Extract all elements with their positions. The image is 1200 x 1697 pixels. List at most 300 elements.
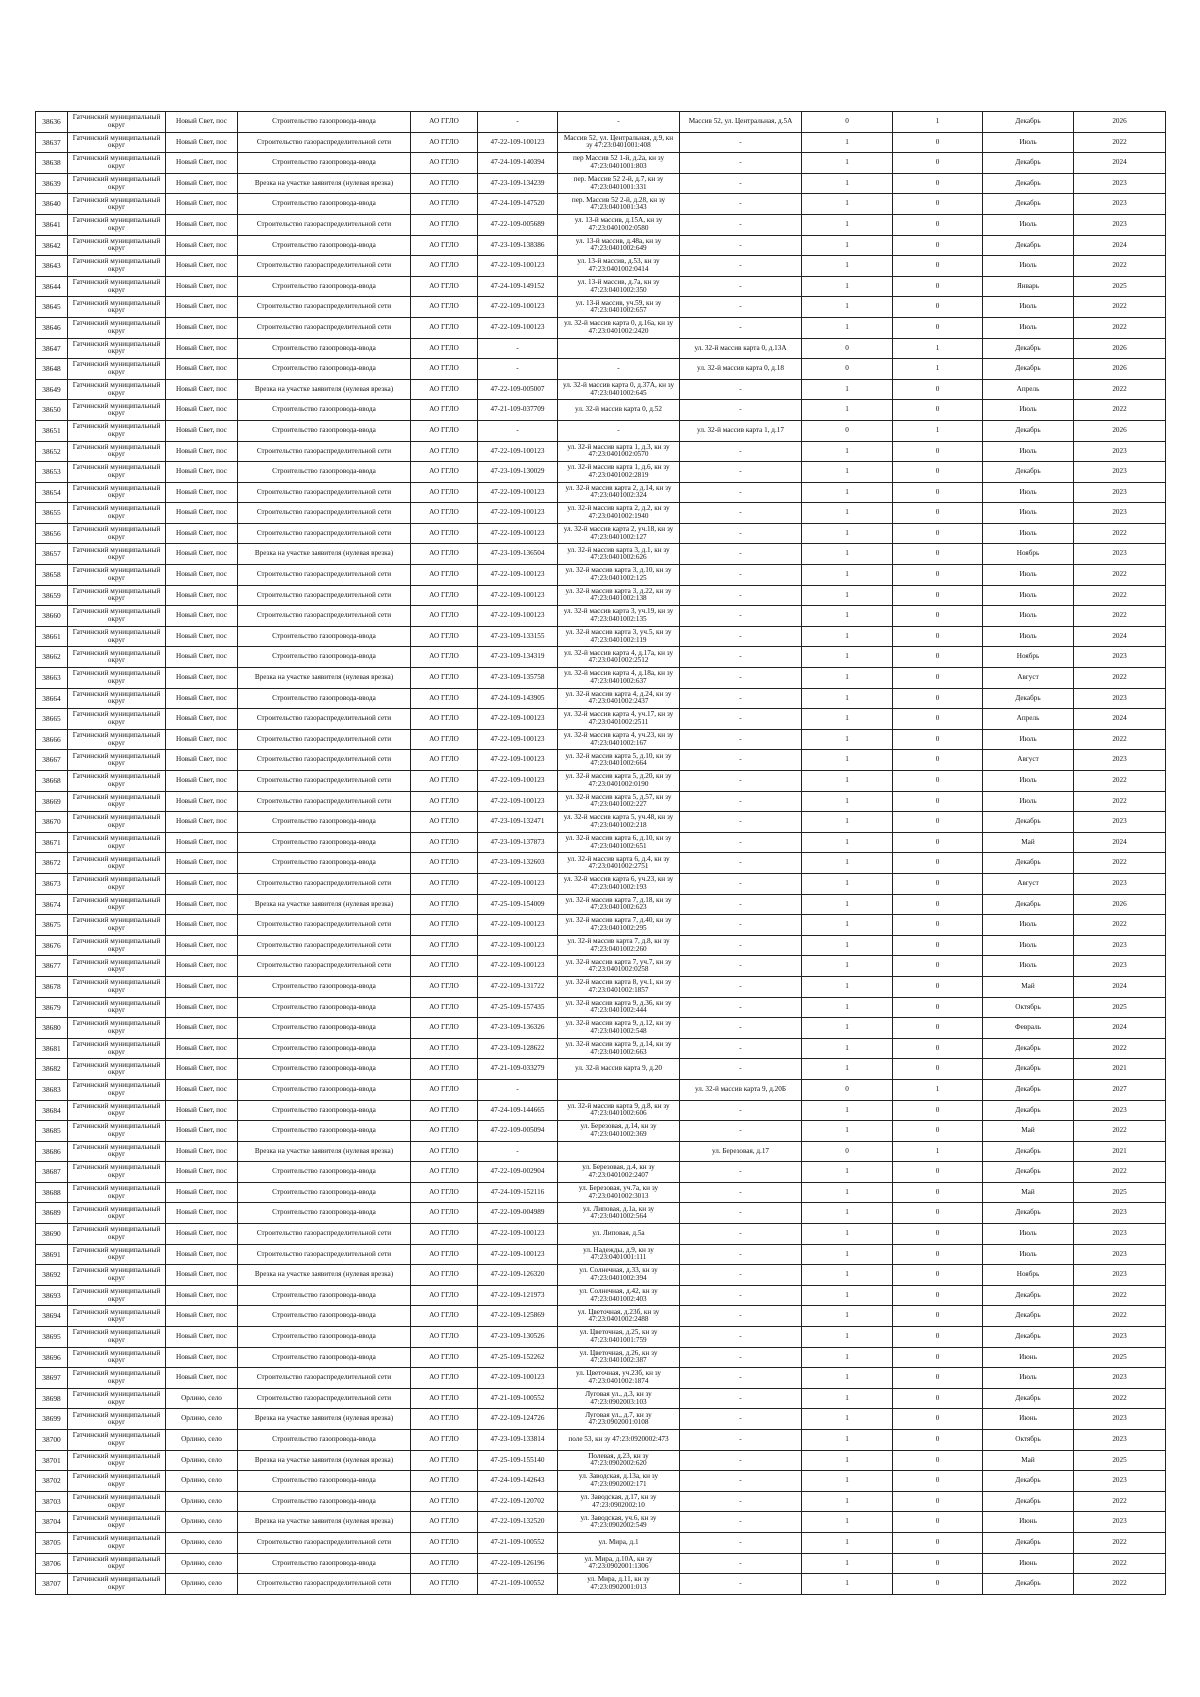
count-a-cell: 1 — [802, 1059, 893, 1080]
district-cell: Гатчинский муниципальный округ — [68, 317, 166, 338]
work-type-cell: Строительство газопровода-ввода — [238, 235, 411, 256]
organization-cell: АО ГГЛО — [411, 1471, 478, 1492]
row-number: 38639 — [36, 173, 68, 194]
table-row — [36, 791, 1166, 812]
district-cell: Гатчинский муниципальный округ — [68, 606, 166, 627]
organization-cell: АО ГГЛО — [411, 935, 478, 956]
settlement-cell: Новый Свет, пос — [166, 235, 238, 256]
district-cell: Гатчинский муниципальный округ — [68, 1203, 166, 1224]
address-cadastral-cell: ул. 32-й массив карта 1, д.6, кн зу 47:23:0401002:2819 — [558, 462, 680, 483]
count-a-cell: 1 — [802, 1121, 893, 1142]
year-cell: 2022 — [1074, 791, 1166, 812]
work-type-cell: Строительство газопровода-ввода — [238, 1306, 411, 1327]
work-type-cell: Строительство газораспределительной сети — [238, 1532, 411, 1553]
district-cell: Гатчинский муниципальный округ — [68, 1553, 166, 1574]
district-cell: Гатчинский муниципальный округ — [68, 688, 166, 709]
month-cell: Декабрь — [983, 1203, 1074, 1224]
count-a-cell: 1 — [802, 1532, 893, 1553]
year-cell: 2023 — [1074, 1409, 1166, 1430]
district-cell: Гатчинский муниципальный округ — [68, 1100, 166, 1121]
organization-cell: АО ГГЛО — [411, 173, 478, 194]
request-number-cell: 47-22-109-100123 — [478, 482, 558, 503]
work-type-cell: Врезка на участке заявителя (нулевая врезка) — [238, 1265, 411, 1286]
district-cell: Гатчинский муниципальный округ — [68, 565, 166, 586]
address-cadastral-cell: ул. Березовая, д.4, кн зу 47:23:0401002:2407 — [558, 1162, 680, 1183]
count-a-cell: 1 — [802, 935, 893, 956]
count-a-cell: 1 — [802, 771, 893, 792]
month-cell: Октябрь — [983, 1430, 1074, 1451]
address-cell: - — [680, 976, 802, 997]
address-cell: - — [680, 256, 802, 277]
work-type-cell: Врезка на участке заявителя (нулевая врезка) — [238, 1512, 411, 1533]
table-row — [36, 1285, 1166, 1306]
address-cell: - — [680, 1059, 802, 1080]
month-cell: Август — [983, 873, 1074, 894]
count-a-cell: 1 — [802, 791, 893, 812]
address-cell: - — [680, 482, 802, 503]
count-b-cell: 0 — [893, 976, 983, 997]
count-b-cell: 0 — [893, 688, 983, 709]
organization-cell: АО ГГЛО — [411, 1553, 478, 1574]
settlement-cell: Новый Свет, пос — [166, 1162, 238, 1183]
month-cell: Ноябрь — [983, 647, 1074, 668]
table-row — [36, 976, 1166, 997]
count-a-cell: 1 — [802, 1553, 893, 1574]
organization-cell: АО ГГЛО — [411, 544, 478, 565]
organization-cell: АО ГГЛО — [411, 1038, 478, 1059]
address-cell: - — [680, 956, 802, 977]
address-cadastral-cell — [558, 338, 680, 359]
count-a-cell: 1 — [802, 194, 893, 215]
address-cadastral-cell: ул. Мира, д.1 — [558, 1532, 680, 1553]
organization-cell: АО ГГЛО — [411, 153, 478, 174]
table-row — [36, 729, 1166, 750]
month-cell: Июль — [983, 791, 1074, 812]
district-cell: Гатчинский муниципальный округ — [68, 112, 166, 133]
district-cell: Гатчинский муниципальный округ — [68, 894, 166, 915]
organization-cell: АО ГГЛО — [411, 1430, 478, 1451]
address-cell: - — [680, 503, 802, 524]
address-cadastral-cell: ул. Липовая, д.1а, кн зу 47:23:0401002:564 — [558, 1203, 680, 1224]
count-b-cell: 0 — [893, 956, 983, 977]
year-cell: 2022 — [1074, 585, 1166, 606]
organization-cell: АО ГГЛО — [411, 194, 478, 215]
year-cell: 2023 — [1074, 812, 1166, 833]
gasification-table — [35, 111, 1166, 1595]
month-cell: Август — [983, 750, 1074, 771]
settlement-cell: Новый Свет, пос — [166, 112, 238, 133]
settlement-cell: Новый Свет, пос — [166, 606, 238, 627]
settlement-cell: Новый Свет, пос — [166, 1244, 238, 1265]
work-type-cell: Строительство газораспределительной сети — [238, 214, 411, 235]
count-b-cell: 0 — [893, 1409, 983, 1430]
request-number-cell: 47-22-109-005689 — [478, 214, 558, 235]
row-number: 38702 — [36, 1471, 68, 1492]
organization-cell: АО ГГЛО — [411, 668, 478, 689]
district-cell: Гатчинский муниципальный округ — [68, 1059, 166, 1080]
count-b-cell: 0 — [893, 1388, 983, 1409]
address-cell: - — [680, 1347, 802, 1368]
address-cell: - — [680, 441, 802, 462]
work-type-cell: Строительство газораспределительной сети — [238, 503, 411, 524]
month-cell: Июнь — [983, 1409, 1074, 1430]
address-cadastral-cell: пер Массив 52 1-й, д.2а, кн зу 47:23:0401001:803 — [558, 153, 680, 174]
organization-cell: АО ГГЛО — [411, 297, 478, 318]
table-row — [36, 400, 1166, 421]
work-type-cell: Врезка на участке заявителя (нулевая врезка) — [238, 173, 411, 194]
table-row — [36, 750, 1166, 771]
count-a-cell: 1 — [802, 1162, 893, 1183]
request-number-cell: 47-23-109-138386 — [478, 235, 558, 256]
month-cell: Май — [983, 1450, 1074, 1471]
table-row — [36, 173, 1166, 194]
settlement-cell: Новый Свет, пос — [166, 420, 238, 441]
request-number-cell: 47-24-109-147520 — [478, 194, 558, 215]
address-cell: - — [680, 791, 802, 812]
request-number-cell: 47-22-109-005007 — [478, 379, 558, 400]
request-number-cell: 47-22-109-100123 — [478, 771, 558, 792]
work-type-cell: Строительство газопровода-ввода — [238, 1430, 411, 1451]
organization-cell: АО ГГЛО — [411, 585, 478, 606]
district-cell: Гатчинский муниципальный округ — [68, 935, 166, 956]
month-cell: Декабрь — [983, 359, 1074, 380]
table-row — [36, 1079, 1166, 1100]
row-number: 38653 — [36, 462, 68, 483]
month-cell: Декабрь — [983, 688, 1074, 709]
row-number: 38641 — [36, 214, 68, 235]
count-b-cell: 1 — [893, 338, 983, 359]
count-b-cell: 0 — [893, 1306, 983, 1327]
address-cell: - — [680, 317, 802, 338]
month-cell: Май — [983, 1182, 1074, 1203]
row-number: 38660 — [36, 606, 68, 627]
address-cadastral-cell: ул. 32-й массив карта 9, д.8, кн зу 47:23:0401002:606 — [558, 1100, 680, 1121]
table-row — [36, 235, 1166, 256]
table-row — [36, 1121, 1166, 1142]
count-a-cell: 1 — [802, 1409, 893, 1430]
request-number-cell: 47-23-109-135758 — [478, 668, 558, 689]
row-number: 38695 — [36, 1327, 68, 1348]
district-cell: Гатчинский муниципальный округ — [68, 915, 166, 936]
organization-cell: АО ГГЛО — [411, 647, 478, 668]
district-cell: Гатчинский муниципальный округ — [68, 1471, 166, 1492]
row-number: 38683 — [36, 1079, 68, 1100]
count-a-cell: 1 — [802, 894, 893, 915]
work-type-cell: Строительство газораспределительной сети — [238, 1244, 411, 1265]
count-b-cell: 0 — [893, 132, 983, 153]
address-cell: - — [680, 935, 802, 956]
year-cell: 2022 — [1074, 1162, 1166, 1183]
count-a-cell: 1 — [802, 1450, 893, 1471]
count-b-cell: 0 — [893, 256, 983, 277]
table-row — [36, 1532, 1166, 1553]
month-cell: Июль — [983, 606, 1074, 627]
table-row — [36, 420, 1166, 441]
address-cell: - — [680, 915, 802, 936]
district-cell: Гатчинский муниципальный округ — [68, 1182, 166, 1203]
row-number: 38658 — [36, 565, 68, 586]
organization-cell: АО ГГЛО — [411, 132, 478, 153]
table-row — [36, 956, 1166, 977]
count-a-cell: 1 — [802, 585, 893, 606]
request-number-cell: 47-21-109-037709 — [478, 400, 558, 421]
organization-cell: АО ГГЛО — [411, 1574, 478, 1595]
table-row — [36, 1450, 1166, 1471]
year-cell: 2025 — [1074, 997, 1166, 1018]
count-a-cell: 1 — [802, 750, 893, 771]
organization-cell: АО ГГЛО — [411, 812, 478, 833]
organization-cell: АО ГГЛО — [411, 791, 478, 812]
work-type-cell: Строительство газопровода-ввода — [238, 1471, 411, 1492]
address-cell: - — [680, 462, 802, 483]
organization-cell: АО ГГЛО — [411, 709, 478, 730]
count-b-cell: 0 — [893, 894, 983, 915]
count-a-cell: 1 — [802, 873, 893, 894]
address-cell: - — [680, 523, 802, 544]
month-cell: Июнь — [983, 1347, 1074, 1368]
row-number: 38650 — [36, 400, 68, 421]
row-number: 38700 — [36, 1430, 68, 1451]
row-number: 38637 — [36, 132, 68, 153]
request-number-cell: 47-22-109-100123 — [478, 585, 558, 606]
settlement-cell: Новый Свет, пос — [166, 1285, 238, 1306]
table-row — [36, 1512, 1166, 1533]
year-cell: 2023 — [1074, 1368, 1166, 1389]
address-cell: - — [680, 688, 802, 709]
settlement-cell: Новый Свет, пос — [166, 1327, 238, 1348]
count-b-cell: 1 — [893, 112, 983, 133]
district-cell: Гатчинский муниципальный округ — [68, 523, 166, 544]
row-number: 38694 — [36, 1306, 68, 1327]
settlement-cell: Новый Свет, пос — [166, 1306, 238, 1327]
address-cell: - — [680, 1162, 802, 1183]
address-cell: - — [680, 1532, 802, 1553]
settlement-cell: Новый Свет, пос — [166, 853, 238, 874]
district-cell: Гатчинский муниципальный округ — [68, 1450, 166, 1471]
month-cell: Декабрь — [983, 1388, 1074, 1409]
row-number: 38667 — [36, 750, 68, 771]
count-a-cell: 0 — [802, 338, 893, 359]
district-cell: Гатчинский муниципальный округ — [68, 976, 166, 997]
address-cadastral-cell: ул. 32-й массив карта 9, д.36, кн зу 47:23:0401002:444 — [558, 997, 680, 1018]
address-cell: ул. 32-й массив карта 9, д.20Б — [680, 1079, 802, 1100]
work-type-cell: Строительство газопровода-ввода — [238, 626, 411, 647]
count-b-cell: 0 — [893, 626, 983, 647]
request-number-cell: - — [478, 1079, 558, 1100]
address-cadastral-cell — [558, 1141, 680, 1162]
address-cadastral-cell: ул. 32-й массив карта 9, д.20 — [558, 1059, 680, 1080]
organization-cell: АО ГГЛО — [411, 1265, 478, 1286]
request-number-cell: - — [478, 359, 558, 380]
row-number: 38638 — [36, 153, 68, 174]
table-row — [36, 1347, 1166, 1368]
settlement-cell: Новый Свет, пос — [166, 256, 238, 277]
address-cell: - — [680, 1553, 802, 1574]
address-cadastral-cell: ул. 32-й массив карта 2, д.2, кн зу 47:23:0401002:1940 — [558, 503, 680, 524]
district-cell: Гатчинский муниципальный округ — [68, 1327, 166, 1348]
year-cell: 2022 — [1074, 297, 1166, 318]
table-row — [36, 1162, 1166, 1183]
month-cell: Июль — [983, 482, 1074, 503]
settlement-cell: Новый Свет, пос — [166, 894, 238, 915]
row-number: 38684 — [36, 1100, 68, 1121]
count-a-cell: 1 — [802, 276, 893, 297]
work-type-cell: Строительство газопровода-ввода — [238, 400, 411, 421]
year-cell: 2022 — [1074, 1574, 1166, 1595]
organization-cell: АО ГГЛО — [411, 915, 478, 936]
address-cell: - — [680, 1388, 802, 1409]
month-cell: Декабрь — [983, 1038, 1074, 1059]
count-b-cell: 0 — [893, 750, 983, 771]
document-page — [35, 111, 1165, 1595]
address-cadastral-cell: ул. Березовая, д.14, кн зу 47:23:0401002:369 — [558, 1121, 680, 1142]
count-a-cell: 1 — [802, 1368, 893, 1389]
address-cell: - — [680, 1182, 802, 1203]
year-cell: 2023 — [1074, 1471, 1166, 1492]
table-row — [36, 1182, 1166, 1203]
count-a-cell: 1 — [802, 1430, 893, 1451]
address-cell: ул. Березовая, д.17 — [680, 1141, 802, 1162]
address-cell: - — [680, 194, 802, 215]
request-number-cell: 47-24-109-140394 — [478, 153, 558, 174]
work-type-cell: Строительство газораспределительной сети — [238, 1224, 411, 1245]
year-cell: 2023 — [1074, 647, 1166, 668]
month-cell: Декабрь — [983, 1491, 1074, 1512]
settlement-cell: Новый Свет, пос — [166, 194, 238, 215]
year-cell: 2026 — [1074, 112, 1166, 133]
district-cell: Гатчинский муниципальный округ — [68, 1038, 166, 1059]
count-b-cell: 0 — [893, 1018, 983, 1039]
organization-cell: АО ГГЛО — [411, 1327, 478, 1348]
request-number-cell: 47-22-109-002904 — [478, 1162, 558, 1183]
count-a-cell: 1 — [802, 1182, 893, 1203]
count-a-cell: 1 — [802, 235, 893, 256]
work-type-cell: Строительство газораспределительной сети — [238, 317, 411, 338]
organization-cell: АО ГГЛО — [411, 565, 478, 586]
table-row — [36, 544, 1166, 565]
organization-cell: АО ГГЛО — [411, 1409, 478, 1430]
organization-cell: АО ГГЛО — [411, 1532, 478, 1553]
settlement-cell: Орлино, село — [166, 1491, 238, 1512]
address-cadastral-cell: Луговая ул., д.7, кн зу 47:23:0902001:0108 — [558, 1409, 680, 1430]
address-cell: - — [680, 668, 802, 689]
request-number-cell: 47-22-109-100123 — [478, 297, 558, 318]
settlement-cell: Новый Свет, пос — [166, 976, 238, 997]
month-cell: Декабрь — [983, 812, 1074, 833]
row-number: 38697 — [36, 1368, 68, 1389]
count-b-cell: 0 — [893, 915, 983, 936]
month-cell: Октябрь — [983, 997, 1074, 1018]
count-b-cell: 0 — [893, 1203, 983, 1224]
address-cell: - — [680, 235, 802, 256]
settlement-cell: Новый Свет, пос — [166, 1368, 238, 1389]
count-a-cell: 1 — [802, 606, 893, 627]
organization-cell: АО ГГЛО — [411, 112, 478, 133]
year-cell: 2023 — [1074, 214, 1166, 235]
address-cell: - — [680, 1471, 802, 1492]
count-a-cell: 1 — [802, 729, 893, 750]
table-row — [36, 1265, 1166, 1286]
work-type-cell: Строительство газораспределительной сети — [238, 482, 411, 503]
address-cell: - — [680, 853, 802, 874]
settlement-cell: Новый Свет, пос — [166, 1203, 238, 1224]
count-b-cell: 0 — [893, 235, 983, 256]
district-cell: Гатчинский муниципальный округ — [68, 256, 166, 277]
district-cell: Гатчинский муниципальный округ — [68, 379, 166, 400]
organization-cell: АО ГГЛО — [411, 1182, 478, 1203]
count-b-cell: 0 — [893, 1347, 983, 1368]
address-cadastral-cell: ул. 32-й массив карта 9, д.14, кн зу 47:23:0401002:663 — [558, 1038, 680, 1059]
month-cell: Май — [983, 832, 1074, 853]
table-row — [36, 214, 1166, 235]
address-cadastral-cell: ул. 13-й массив, д.7а, кн зу 47:23:0401002:350 — [558, 276, 680, 297]
count-b-cell: 0 — [893, 935, 983, 956]
organization-cell: АО ГГЛО — [411, 1203, 478, 1224]
district-cell: Гатчинский муниципальный округ — [68, 338, 166, 359]
count-a-cell: 1 — [802, 915, 893, 936]
table-row — [36, 482, 1166, 503]
count-a-cell: 1 — [802, 1100, 893, 1121]
count-a-cell: 0 — [802, 1079, 893, 1100]
year-cell: 2024 — [1074, 626, 1166, 647]
month-cell: Июль — [983, 729, 1074, 750]
work-type-cell: Строительство газопровода-ввода — [238, 1100, 411, 1121]
table-row — [36, 256, 1166, 277]
district-cell: Гатчинский муниципальный округ — [68, 729, 166, 750]
row-number: 38655 — [36, 503, 68, 524]
count-a-cell: 1 — [802, 173, 893, 194]
row-number: 38661 — [36, 626, 68, 647]
settlement-cell: Орлино, село — [166, 1388, 238, 1409]
address-cell: - — [680, 585, 802, 606]
organization-cell: АО ГГЛО — [411, 976, 478, 997]
year-cell: 2022 — [1074, 1388, 1166, 1409]
year-cell: 2023 — [1074, 503, 1166, 524]
count-b-cell: 0 — [893, 1182, 983, 1203]
table-row — [36, 441, 1166, 462]
year-cell: 2023 — [1074, 482, 1166, 503]
request-number-cell: 47-22-109-100123 — [478, 873, 558, 894]
work-type-cell: Строительство газопровода-ввода — [238, 338, 411, 359]
count-b-cell: 0 — [893, 1162, 983, 1183]
district-cell: Гатчинский муниципальный округ — [68, 194, 166, 215]
organization-cell: АО ГГЛО — [411, 1079, 478, 1100]
year-cell: 2027 — [1074, 1079, 1166, 1100]
count-b-cell: 0 — [893, 1471, 983, 1492]
count-b-cell: 0 — [893, 1368, 983, 1389]
year-cell: 2022 — [1074, 256, 1166, 277]
organization-cell: АО ГГЛО — [411, 1491, 478, 1512]
request-number-cell: 47-23-109-136504 — [478, 544, 558, 565]
work-type-cell: Врезка на участке заявителя (нулевая врезка) — [238, 1450, 411, 1471]
work-type-cell: Врезка на участке заявителя (нулевая врезка) — [238, 894, 411, 915]
month-cell: Декабрь — [983, 853, 1074, 874]
address-cadastral-cell: ул. 32-й массив карта 3, д.10, кн зу 47:23:0401002:125 — [558, 565, 680, 586]
count-b-cell: 0 — [893, 1224, 983, 1245]
month-cell: Декабрь — [983, 1306, 1074, 1327]
year-cell: 2023 — [1074, 688, 1166, 709]
settlement-cell: Новый Свет, пос — [166, 338, 238, 359]
address-cadastral-cell: ул. Цветочная, д.26, кн зу 47:23:0401002:387 — [558, 1347, 680, 1368]
address-cadastral-cell: ул. 32-й массив карта 5, уч.48, кн зу 47:23:0401002:218 — [558, 812, 680, 833]
address-cell: ул. 32-й массив карта 1, д.17 — [680, 420, 802, 441]
settlement-cell: Новый Свет, пос — [166, 379, 238, 400]
year-cell: 2025 — [1074, 276, 1166, 297]
count-b-cell: 0 — [893, 1265, 983, 1286]
year-cell: 2023 — [1074, 956, 1166, 977]
count-a-cell: 1 — [802, 214, 893, 235]
request-number-cell: 47-22-109-120702 — [478, 1491, 558, 1512]
